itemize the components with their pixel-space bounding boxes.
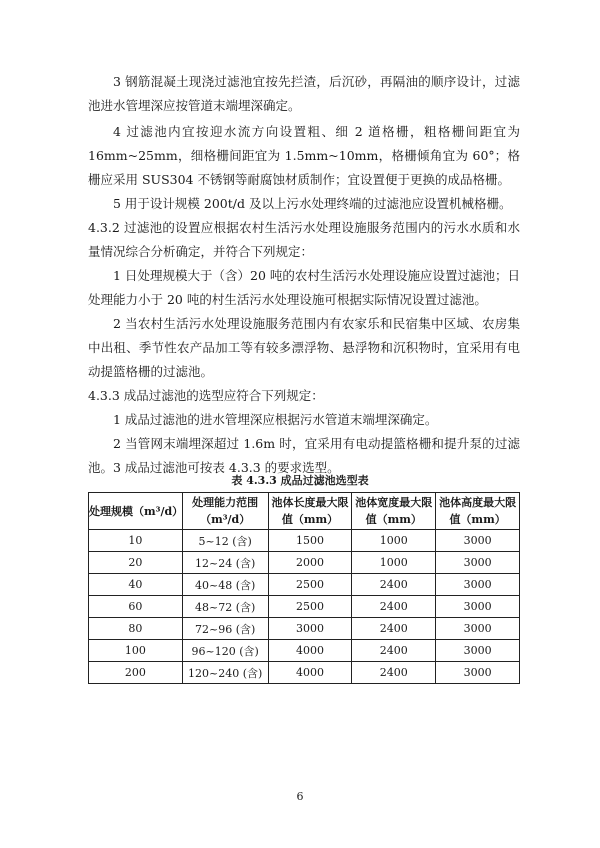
table-cell: 12~24 (含) xyxy=(182,552,268,574)
table-cell: 3000 xyxy=(436,662,520,684)
table-cell: 2400 xyxy=(352,662,436,684)
table-cell: 48~72 (含) xyxy=(182,596,268,618)
table-cell: 2400 xyxy=(352,640,436,662)
paragraph-grating-order: 3 钢筋混凝土现浇过滤池宜按先拦渣，后沉砂，再隔油的顺序设计，过滤池进水管埋深应按管道末端埋深确定。 xyxy=(88,74,520,113)
paragraph-service-area: 2 当农村生活污水处理设施服务范围内有农家乐和民宿集中区域、农房集中出租、季节性农产品加工等有较多漂浮物、悬浮物和沉积物时，宜采用有电动提篮格栅的过滤池。 xyxy=(88,316,520,379)
table-cell: 100 xyxy=(89,640,183,662)
table-cell: 60 xyxy=(89,596,183,618)
table-cell: 3000 xyxy=(268,618,352,640)
table-cell: 200 xyxy=(89,662,183,684)
header-max-height: 池体高度最大限值（mm） xyxy=(436,493,520,530)
table-cell: 2400 xyxy=(352,618,436,640)
paragraph-daily-capacity: 1 日处理规模大于（含）20 吨的农村生活污水处理设施应设置过滤池；日处理能力小于 20 吨的村生活污水处理设施可根据实际情况设置过滤池。 xyxy=(88,268,520,307)
table-cell: 10 xyxy=(89,530,183,552)
table-cell: 3000 xyxy=(436,552,520,574)
table-cell: 80 xyxy=(89,618,183,640)
table-cell: 1000 xyxy=(352,530,436,552)
table-cell: 2400 xyxy=(352,574,436,596)
paragraph-table-reference: 3 成品过滤池可按表 4.3.3 的要求选型。 xyxy=(113,460,340,475)
page-number: 6 xyxy=(296,790,304,803)
table-cell: 1500 xyxy=(268,530,352,552)
table-row xyxy=(89,640,520,662)
table-cell: 3000 xyxy=(436,640,520,662)
table-cell: 5~12 (含) xyxy=(182,530,268,552)
table-cell: 3000 xyxy=(436,618,520,640)
header-max-length: 池体长度最大限值（mm） xyxy=(268,493,352,530)
table-cell: 2000 xyxy=(268,552,352,574)
table-row xyxy=(89,530,520,552)
header-capacity-scale: 处理规模（m³/d） xyxy=(89,493,183,530)
table-row xyxy=(89,574,520,596)
table-cell: 2500 xyxy=(268,574,352,596)
paragraph-inlet-depth: 1 成品过滤池的进水管埋深应根据污水管道末端埋深确定。 xyxy=(113,412,438,427)
table-cell: 4000 xyxy=(268,640,352,662)
table-cell: 2500 xyxy=(268,596,352,618)
table-cell: 120~240 (含) xyxy=(182,662,268,684)
clause-4-3-3: 4.3.3 成品过滤池的选型应符合下列规定： xyxy=(88,388,324,403)
table-cell: 40~48 (含) xyxy=(182,574,268,596)
table-caption: 表 4.3.3 成品过滤池选型表 xyxy=(231,474,369,487)
table-cell: 20 xyxy=(89,552,183,574)
table-row xyxy=(89,618,520,640)
table-cell: 40 xyxy=(89,574,183,596)
selection-table xyxy=(88,492,520,684)
table-cell: 3000 xyxy=(436,530,520,552)
paragraph-pump-basket: 2 当管网末端埋深超过 1.6m 时，宜采用有电动提篮格栅和提升泵的过滤池。 xyxy=(88,436,520,475)
table-row xyxy=(89,662,520,684)
header-max-width: 池体宽度最大限值（mm） xyxy=(352,493,436,530)
table-cell: 4000 xyxy=(268,662,352,684)
table-cell: 96~120 (含) xyxy=(182,640,268,662)
table-row xyxy=(89,552,520,574)
header-capacity-range: 处理能力范围（m³/d） xyxy=(182,493,268,530)
paragraph-mechanical-grating: 5 用于设计规模 200t/d 及以上污水处理终端的过滤池应设置机械格栅。 xyxy=(113,196,512,211)
clause-4-3-2: 4.3.2 过滤池的设置应根据农村生活污水处理设施服务范围内的污水水质和水量情况综合分析确定，并符合下列规定： xyxy=(88,220,520,259)
table-cell: 3000 xyxy=(436,596,520,618)
table-header-row xyxy=(89,493,520,530)
table-cell: 3000 xyxy=(436,574,520,596)
paragraph-grating-spacing: 4 过滤池内宜按迎水流方向设置粗、细 2 道格栅，粗格栅间距宜为 16mm~25mm，细格栅间距宜为 1.5mm~10mm，格栅倾角宜为 60°；格栅应采用 SUS304 不锈钢等耐腐蚀材质制作；宜设置便于更换的成品格栅。 xyxy=(88,124,520,187)
table-cell: 72~96 (含) xyxy=(182,618,268,640)
table-row xyxy=(89,596,520,618)
table-cell: 1000 xyxy=(352,552,436,574)
table-cell: 2400 xyxy=(352,596,436,618)
